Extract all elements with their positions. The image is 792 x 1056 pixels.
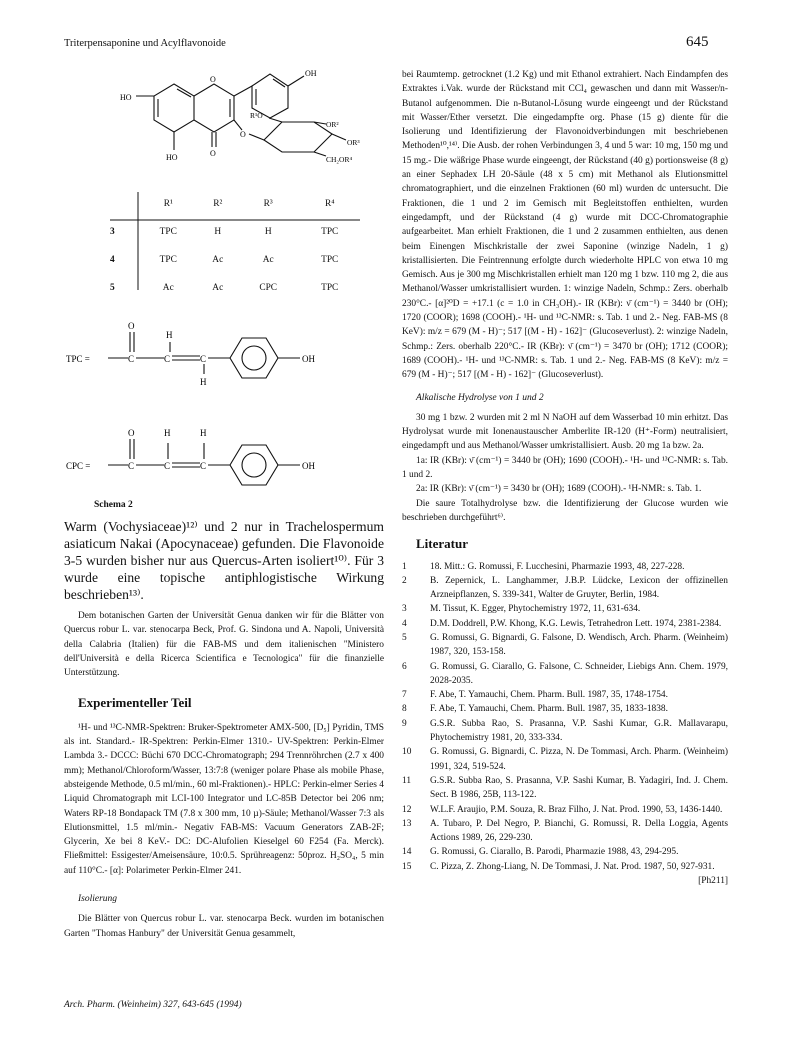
- ref-number: 7: [402, 690, 407, 701]
- hydrolysis-heading: Alkalische Hydrolyse von 1 und 2: [416, 392, 544, 403]
- intro-paragraph: Warm (Vochysiaceae)¹²⁾ und 2 nur in Trachelospermum asiaticum Nakai (Apocynaceae) gefunden. Die Flavonoide 3-5 wurden bisher nur aus Quercus-Arten isoliert¹⁰⁾. Für 3 wurde eine topische antiphlogistische Wirkung beschrieben¹³⁾.: [64, 519, 384, 602]
- ref-text: G. Romussi, G. Ciarallo, G. Falsone, C. Schneider, Liebigs Ann. Chem. 1979, 2028-2035.: [430, 661, 728, 686]
- ref-text: F. Abe, T. Yamauchi, Chem. Pharm. Bull. 1987, 35, 1748-1754.: [430, 690, 668, 701]
- ref-number: 10: [402, 747, 412, 758]
- oh-top-label: OH: [305, 69, 317, 78]
- ref-number: 8: [402, 704, 407, 715]
- table-cell: Ac: [162, 283, 174, 293]
- list-item: [402, 660, 728, 689]
- ref-number: 14: [402, 847, 412, 858]
- running-title: Triterpensaponine und Acylflavonoide: [64, 38, 226, 49]
- tpc-oh: OH: [302, 354, 315, 364]
- tpc-structure: [64, 318, 364, 393]
- glycosidic-oxygen-label: O: [240, 130, 246, 139]
- list-item: [402, 845, 728, 859]
- isolation-heading: Isolierung: [78, 894, 118, 905]
- table-cell: TPC: [321, 227, 339, 237]
- ref-number: 11: [402, 775, 412, 786]
- table-header-cell: R⁴: [324, 199, 335, 209]
- procedure-paragraph: bei Raumtemp. getrocknet (1.2 Kg) und mit Ethanol extrahiert. Nach Eindampfen des Extraktes i.Vak. wurde der Rückstand mit CCl₄ gewaschen und dann mit Wasser/n-Butanol aufgenommen. Die n-Butanol-Lösung wurde eingeengt und der Rückstand mit Wasser/Ether versetzt. Die eingedampfte org. Phase (15 g) diente für die Isolierung und Identifizierung der Flavonoidverbindungen mit beschriebenen Methoden¹⁰,¹⁴⁾. Die Ausb. der rohen Verbindungen 3, 4 und 5 war: 10 mg, 150 mg und 15 mg.- Die wäßrige Phase wurde eingeengt, der Rückstand (40 g) portionsweise (8 g) an einer Sephadex LH 20-Säule (48 x 5 cm) mit Methanol als Elutionsmittel chromatographiert, und die einzelnen Fraktionen (60 ml) wurden dc untersucht. Die Fraktionen, die 1 und 2 im Gemisch mit Begleitstoffen enthielten, wurden eingedampft, und der Rückstand (4 g) wurde mit DCC-Chromatographie aufgearbeitet. Man erhielt Fraktionen, die 1 und 2 zusammen enthielten, aus denen beim Einengen Mischkristalle der zwei Saponine (winzige Nadeln, 1 g) kristallisierten. Die Feintrennung erfolgte durch wiederholte HPLC von etwa 10 mg Gemisch. Aus je 300 mg Mischkristallen erhielt man 120 mg 1 bzw. 110 mg 2, die aus Methanol/Wasser umkristallisiert wurden. 1: winzige Nadeln, Schmp.: Zers. oberhalb 230°C.- [α]²⁰D = +17.1 (c = 1.0 in CH₃OH).- IR (KBr): ν̄ (cm⁻¹) = 3440 br (OH); 1720 (COOR); 1698 (COOH).- ¹H- und ¹³C-NMR: s. Tab. 1 und 2.- Neg. FAB-MS (8 KeV): m/z = 679 (M - H)⁻; 517 [(M - H) - 162]⁻ (Glucoseverlust). 2: winzige Nadeln, Schmp.: Zers. oberhalb 220°C.- IR (KBr): ν̄ (cm⁻¹) = 3470 br (OH); 1712 (COOR); 1689 (COOH).- ¹H- und ¹³C-NMR: s. Tab. 1 und 2.- Neg. FAB-MS (8 KeV): m/z = 679 (M - H)⁻; 517 [(M - H) - 162]⁻ (Glucoseverlust).: [402, 70, 728, 381]
- ref-text: G. Romussi, G. Bignardi, G. Falsone, D. Wendisch, Arch. Pharm. (Weinheim) 1987, 320, 153-158.: [430, 632, 728, 658]
- ref-text: B. Zepernick, L. Langhammer, J.B.P. Lüdcke, Lexicon der offizinellen Arzneipflanzen, S. 339-341, Walter de Gruyter, Berlin, 1984.: [430, 575, 728, 601]
- cpc-c2: C: [164, 461, 171, 471]
- cpc-c1: C: [128, 461, 135, 471]
- table-cell: Ac: [212, 283, 224, 293]
- experimental-paragraph: ¹H- und ¹³C-NMR-Spektren: Bruker-Spektrometer AMX-500, [D₅] Pyridin, TMS als int. Standard.- IR-Spektren: Perkin-Elmer 1310.- UV-Spektren: Perkin-Elmer Lambda 3.- DCCC: Büchi 670 DCC-Chromatograph; 294 Trennröhrchen (2.7 x 400 mm); Methanol/Chloroform/Wasser, 13:7:8 (weniger polare Phase als mobile Phase, absteigende Methode, 0.5 ml/min., 60 ml-Fraktionen).- HPLC: Perkin-elmer Series 4 Liquid Chromatograph mit LCI-100 Integrator und LC-85B Detector bei 206 nm; Waters RP-18 Bondapack TM (7.8 x 300 mm, 10 µ)-Säule; Methanol/Wasser 7:3 als Elutionsmittel, 1.5 ml/min.- Negativ FAB-MS: Vacuum Generators ZAB-2F; Glycerin, Xe bei 8 KeV.- DC: DC-Alufolien Kieselgel 60 F254 (Fa. Merck). Fließmittel: Essigester/Ameisensäure, 10:0.5. Sprühreagenz: 50proz. H₂SO₄, 5 min auf 110°C.- [α]: Polarimeter Perkin-Elmer 241.: [64, 722, 384, 876]
- ref-number: 5: [402, 632, 407, 643]
- ref-number: 1: [402, 561, 407, 572]
- page-number: 645: [686, 34, 709, 50]
- ref-number: 12: [402, 804, 412, 815]
- or3-label: OR³: [347, 138, 360, 147]
- hydrolysis-2a-paragraph: 2a: IR (KBr): ν̄ (cm⁻¹) = 3430 br (OH); 1689 (COOH).- ¹H-NMR: s. Tab. 1.: [416, 484, 702, 495]
- substituent-table: [110, 190, 360, 302]
- list-item: [402, 803, 728, 817]
- table-cell: TPC: [321, 255, 339, 265]
- tpc-c2: C: [164, 354, 171, 364]
- table-cell: TPC: [321, 283, 339, 293]
- ref-number: 2: [402, 575, 407, 586]
- hydrolysis-1a-paragraph: 1a: IR (KBr): ν̄ (cm⁻¹) = 3440 br (OH); 1690 (COOH).- ¹H- und ¹³C-NMR: s. Tab. 1 und 2.: [402, 455, 728, 481]
- table-cell: Ac: [212, 255, 224, 265]
- table-row: [110, 246, 360, 274]
- table-cell: H: [214, 227, 222, 237]
- literature-heading: Literatur: [416, 536, 468, 552]
- ref-number: 13: [402, 818, 412, 829]
- reference-code: [Ph211]: [698, 876, 728, 887]
- ref-text: G.S.R. Subba Rao, S. Prasanna, V.P. Sashi Kumar, B. Yadagiri, Ind. J. Chem. Sect. B 1986, 25B, 113-122.: [430, 775, 728, 801]
- ring-oxygen-label: O: [210, 75, 216, 84]
- tpc-h2: H: [200, 377, 207, 387]
- table-cell: Ac: [262, 255, 274, 265]
- scheme-caption: Schema 2: [94, 500, 133, 510]
- tpc-h1: H: [166, 330, 173, 340]
- ref-text: 18. Mitt.: G. Romussi, F. Lucchesini, Pharmazie 1993, 48, 227-228.: [430, 561, 685, 572]
- list-item: [402, 702, 728, 716]
- ho-bottom-label: HO: [166, 153, 178, 162]
- ref-text: G. Romussi, G. Ciarallo, B. Parodi, Pharmazie 1988, 43, 294-295.: [430, 847, 679, 858]
- list-item: [402, 602, 728, 616]
- ref-number: 4: [402, 618, 407, 629]
- cpc-structure: [64, 425, 364, 495]
- table-row: [110, 218, 360, 246]
- hydrolysis-paragraph: 30 mg 1 bzw. 2 wurden mit 2 ml N NaOH auf dem Wasserbad 10 min erhitzt. Das Hydrolysat wurde mit Ionenaustauscher Amberlite IR-120 (H⁺-Form) neutralisiert, eingedampft und aus Methanol/Wasser umkristallisiert. Ausb. 20 mg 1a bzw. 2a.: [402, 412, 728, 452]
- cpc-h1: H: [164, 428, 171, 438]
- list-item: [402, 617, 728, 631]
- list-item: [402, 574, 728, 603]
- experimental-heading: Experimenteller Teil: [78, 695, 192, 711]
- acknowledgement-paragraph: Dem botanischen Garten der Universität Genua danken wir für die Blätter von Quercus robur L. var. stenocarpa Beck, Prof. G. Sindona und A. Napoli, Università della Calabria (Italien) für die FAB-MS und dem italienischen "Ministero dell'Università e della Ricerca Scientifica e Tecnologica" für die finanzielle Unterstützung.: [64, 611, 384, 679]
- list-item: [402, 817, 728, 846]
- cpc-carbonyl-o: O: [128, 428, 135, 438]
- table-cell: H: [264, 227, 272, 237]
- reference-list: [402, 560, 728, 875]
- row-label: 4: [110, 255, 115, 265]
- tpc-c3: C: [200, 354, 207, 364]
- isolation-paragraph: Die Blätter von Quercus robur L. var. stenocarpa Beck. wurden im botanischen Garten "Thomas Hanbury" der Universität Genua gesammelt,: [64, 914, 384, 939]
- ref-number: 3: [402, 604, 407, 615]
- cpc-name: CPC =: [66, 461, 91, 471]
- ref-text: W.L.F. Araujio, P.M. Souza, R. Braz Filho, J. Nat. Prod. 1990, 53, 1436-1440.: [430, 804, 723, 815]
- left-column: [64, 518, 384, 941]
- carbonyl-oxygen-label: O: [210, 149, 216, 158]
- ref-text: C. Pizza, Z. Zhong-Liang, N. De Tommasi, J. Nat. Prod. 1987, 50, 927-931.: [430, 861, 715, 872]
- table-cell: CPC: [259, 283, 278, 293]
- table-cell: TPC: [159, 255, 177, 265]
- ref-number: 9: [402, 718, 407, 729]
- ref-text: A. Tubaro, P. Del Negro, P. Bianchi, G. Romussi, R. Della Loggia, Agents Actions 1989, 26, 229-230.: [430, 818, 728, 844]
- ref-number: 15: [402, 861, 412, 872]
- ref-text: G.S.R. Subba Rao, S. Prasanna, V.P. Sashi Kumar, G.R. Mallavarapu, Phytochemistry 1981, 20, 333-334.: [430, 718, 728, 744]
- table-header-row: [110, 190, 360, 218]
- table-cell: TPC: [159, 227, 177, 237]
- ref-number: 6: [402, 661, 407, 672]
- cpc-h2: H: [200, 428, 207, 438]
- tpc-name: TPC =: [66, 354, 90, 364]
- or2-label: OR²: [326, 120, 339, 129]
- list-item: [402, 860, 728, 874]
- list-item: [402, 717, 728, 746]
- table-header-cell: R³: [263, 199, 273, 209]
- list-item: [402, 560, 728, 574]
- ref-text: M. Tissut, K. Egger, Phytochemistry 1972, 11, 631-634.: [430, 604, 641, 615]
- table-header-cell: R¹: [163, 199, 173, 209]
- row-label: 3: [110, 227, 115, 237]
- row-label: 5: [110, 283, 115, 293]
- list-item: [402, 631, 728, 660]
- ref-text: D.M. Doddrell, P.W. Khong, K.G. Lewis, Tetrahedron Lett. 1974, 2381-2384.: [430, 618, 722, 629]
- tpc-c1: C: [128, 354, 135, 364]
- cpc-c3: C: [200, 461, 207, 471]
- ref-text: F. Abe, T. Yamauchi, Chem. Pharm. Bull. 1987, 35, 1833-1838.: [430, 704, 668, 715]
- list-item: [402, 774, 728, 803]
- cpc-oh: OH: [302, 461, 315, 471]
- list-item: [402, 688, 728, 702]
- ref-text: G. Romussi, G. Bignardi, C. Pizza, N. De Tommasi, Arch. Pharm. (Weinheim) 1991, 324, 519-524.: [430, 747, 728, 772]
- right-column: [402, 68, 728, 888]
- journal-footer: Arch. Pharm. (Weinheim) 327, 643-645 (1994): [64, 1000, 242, 1010]
- list-item: [402, 745, 728, 774]
- table-row: [110, 274, 360, 302]
- ch2or4-label: CH₂OR⁴: [326, 155, 353, 164]
- table-header-cell: R²: [213, 199, 223, 209]
- ho-left-label: HO: [120, 93, 132, 102]
- tpc-carbonyl-o: O: [128, 321, 135, 331]
- total-hydrolysis-paragraph: Die saure Totalhydrolyse bzw. die Identifizierung der Glucose wurden wie beschrieben durchgeführt⁶⁾.: [402, 498, 728, 523]
- r1o-label: R¹O: [250, 111, 263, 120]
